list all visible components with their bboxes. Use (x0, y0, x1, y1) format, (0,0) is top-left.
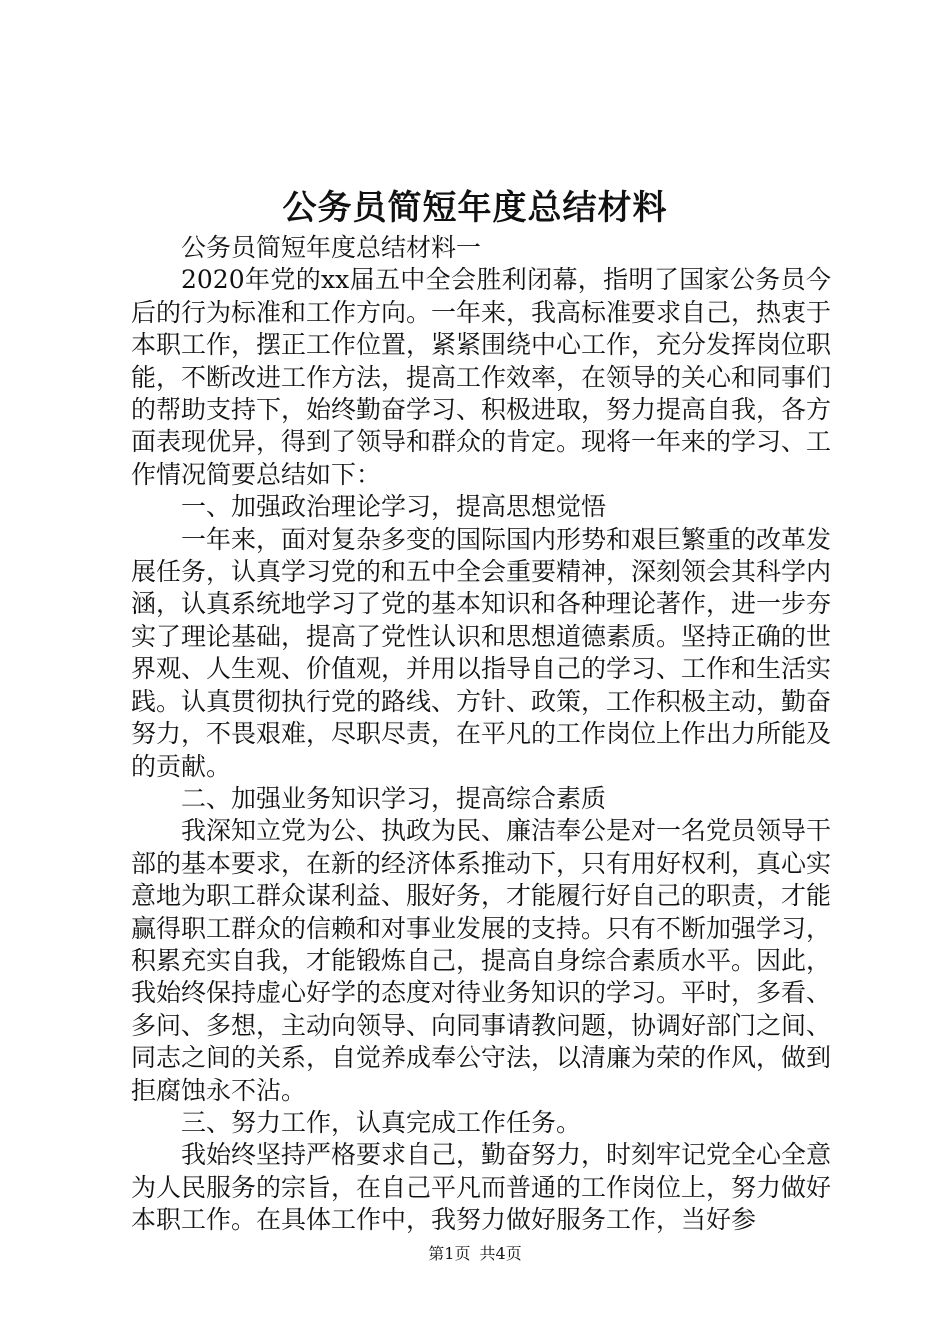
document-body (131, 232, 831, 1237)
body-paragraph: 我深知立党为公、执政为民、廉洁奉公是对一名党员领导干部的基本要求，在新的经济体系推动下，只有用好权利，真心实意地为职工群众谋利益、服好务，才能履行好自己的职责，才能赢得职工群众的信赖和对事业发展的支持。只有不断加强学习，积累充实自我，才能锻炼自己，提高自身综合素质水平。因此，我始终保持虚心好学的态度对待业务知识的学习。平时，多看、多问、多想，主动向领导、向同事请教问题，协调好部门之间、同志之间的关系，自觉养成奉公守法，以清廉为荣的作风，做到拒腐蚀永不沾。 (131, 816, 832, 1105)
body-paragraph: 一年来，面对复杂多变的国际国内形势和艰巨繁重的改革发展任务，认真学习党的和五中全会重要精神，深刻领会其科学内涵，认真系统地学习了党的基本知识和各种理论著作，进一步夯实了理论基础，提高了党性认识和思想道德素质。坚持正确的世界观、人生观、价值观，并用以指导自己的学习、工作和生活实践。认真贯彻执行党的路线、方针、政策，工作积极主动，勤奋努力，不畏艰难，尽职尽责，在平凡的工作岗位上作出力所能及的贡献。 (131, 524, 832, 781)
document-title: 公务员简短年度总结材料 (282, 188, 668, 228)
body-paragraph: 2020年党的xx届五中全会胜利闭幕，指明了国家公务员今后的行为标准和工作方向。一年来，我高标准要求自己，热衷于本职工作，摆正工作位置，紧紧围绕中心工作，充分发挥岗位职能，不断改进工作方法，提高工作效率，在领导的关心和同事们的帮助支持下，始终勤奋学习、积极进取，努力提高自我，各方面表现优异，得到了领导和群众的肯定。现将一年来的学习、工作情况简要总结如下： (131, 265, 832, 489)
body-paragraph: 我始终坚持严格要求自己，勤奋努力，时刻牢记党全心全意为人民服务的宗旨，在自己平凡而普通的工作岗位上，努力做好本职工作。在具体工作中，我努力做好服务工作，当好参 (131, 1140, 832, 1235)
section-heading: 公务员简短年度总结材料一 (181, 233, 482, 262)
page-total: 共4页 (479, 1244, 522, 1263)
section-heading: 一、加强政治理论学习，提高思想觉悟 (181, 492, 607, 522)
section-heading: 二、加强业务知识学习，提高综合素质 (181, 783, 607, 813)
page-number: 第1页 (428, 1244, 471, 1263)
section-heading: 三、努力工作，认真完成工作任务。 (181, 1107, 582, 1137)
page-footer (0, 1242, 950, 1266)
